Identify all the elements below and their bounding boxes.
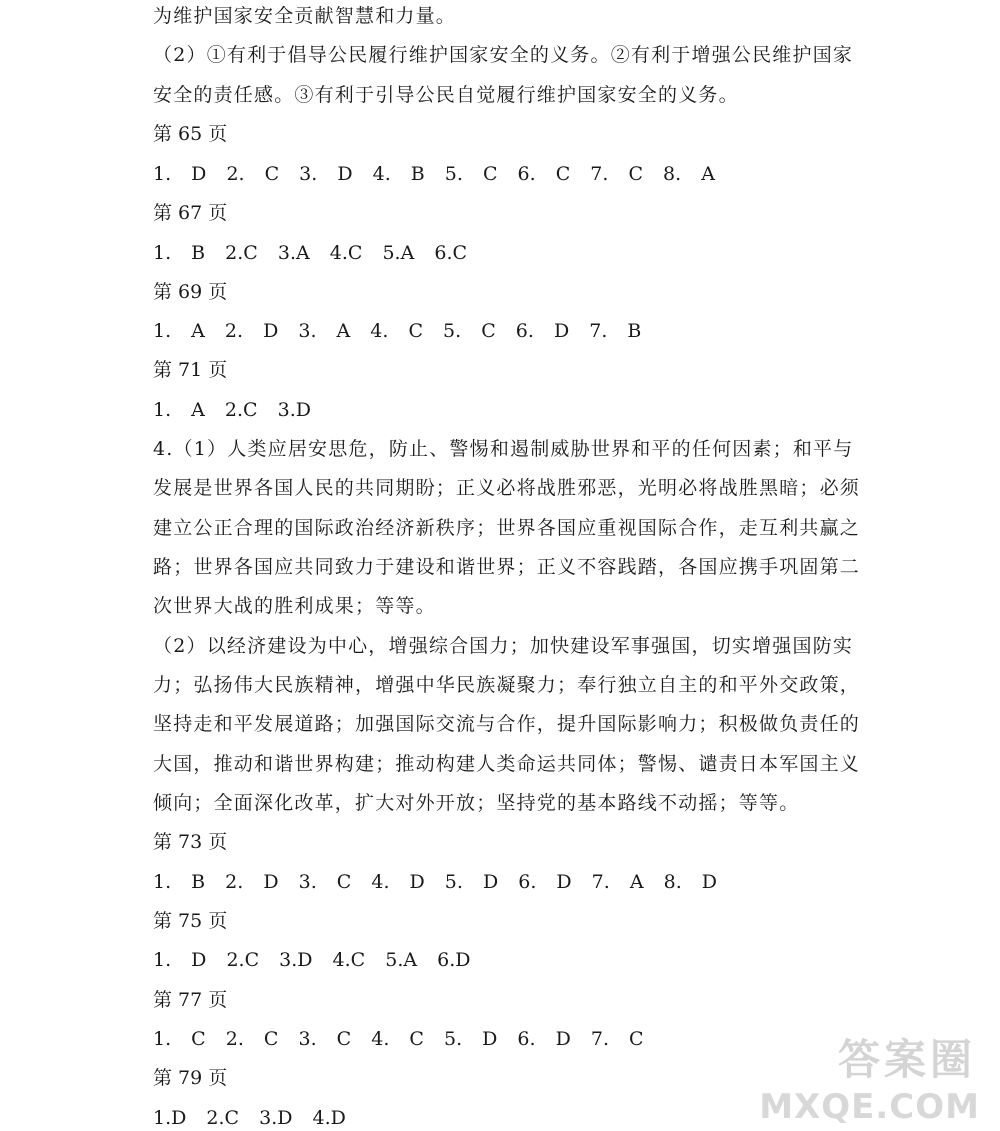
- page-heading-79: 第 79 页: [153, 1067, 228, 1089]
- text-line: 安全的责任感。③有利于引导公民自觉履行维护国家安全的义务。: [153, 84, 739, 106]
- text-line: 力；弘扬伟大民族精神，增强中华民族凝聚力；奉行独立自主的和平外交政策，: [153, 674, 861, 696]
- answers-77: 1. C 2. C 3. C 4. C 5. D 6. D 7. C: [153, 1028, 644, 1050]
- text-line: 建立公正合理的国际政治经济新秩序；世界各国应重视国际合作，走互利共赢之: [153, 517, 861, 539]
- answers-73: 1. B 2. D 3. C 4. D 5. D 6. D 7. A 8. D: [153, 871, 718, 893]
- text-line: 大国，推动和谐世界构建；推动构建人类命运共同体；警惕、谴责日本军国主义: [153, 753, 861, 775]
- text-line: （2）①有利于倡导公民履行维护国家安全的义务。②有利于增强公民维护国家: [153, 44, 854, 66]
- watermark-logo-text: 答案圈: [837, 1035, 976, 1084]
- text-line: 4.（1）人类应居安思危，防止、警惕和遏制威胁世界和平的任何因素；和平与: [153, 438, 854, 460]
- site-watermark: [759, 1031, 990, 1131]
- answers-69: 1. A 2. D 3. A 4. C 5. C 6. D 7. B: [153, 320, 642, 342]
- text-line: 倾向；全面深化改革，扩大对外开放；坚持党的基本路线不动摇；等等。: [153, 792, 800, 814]
- page-heading-73: 第 73 页: [153, 831, 228, 853]
- page-heading-67: 第 67 页: [153, 202, 228, 224]
- text-line: 为维护国家安全贡献智慧和力量。: [153, 5, 457, 27]
- text-line: （2）以经济建设为中心，增强综合国力；加快建设军事强国，切实增强国防实: [153, 635, 854, 657]
- page-heading-71: 第 71 页: [153, 359, 228, 381]
- page-heading-65: 第 65 页: [153, 123, 228, 145]
- page-heading-75: 第 75 页: [153, 910, 228, 932]
- text-line: 发展是世界各国人民的共同期盼；正义必将战胜邪恶，光明必将战胜黑暗；必须: [153, 477, 861, 499]
- text-line: 次世界大战的胜利成果；等等。: [153, 595, 436, 617]
- answers-65: 1. D 2. C 3. D 4. B 5. C 6. C 7. C 8. A: [153, 163, 715, 185]
- text-line: 路；世界各国应共同致力于建设和谐世界；正义不容践踏，各国应携手巩固第二: [153, 556, 861, 578]
- answers-75: 1. D 2.C 3.D 4.C 5.A 6.D: [153, 949, 471, 971]
- page-heading-69: 第 69 页: [153, 281, 228, 303]
- answers-79: 1.D 2.C 3.D 4.D: [153, 1107, 346, 1129]
- answers-67: 1. B 2.C 3.A 4.C 5.A 6.C: [153, 242, 468, 264]
- answers-71: 1. A 2.C 3.D: [153, 399, 311, 421]
- text-line: 坚持走和平发展道路；加强国际交流与合作，提升国际影响力；积极做负责任的: [153, 713, 861, 735]
- page-heading-77: 第 77 页: [153, 989, 228, 1011]
- watermark-url-text: MXQE.COM: [759, 1087, 980, 1127]
